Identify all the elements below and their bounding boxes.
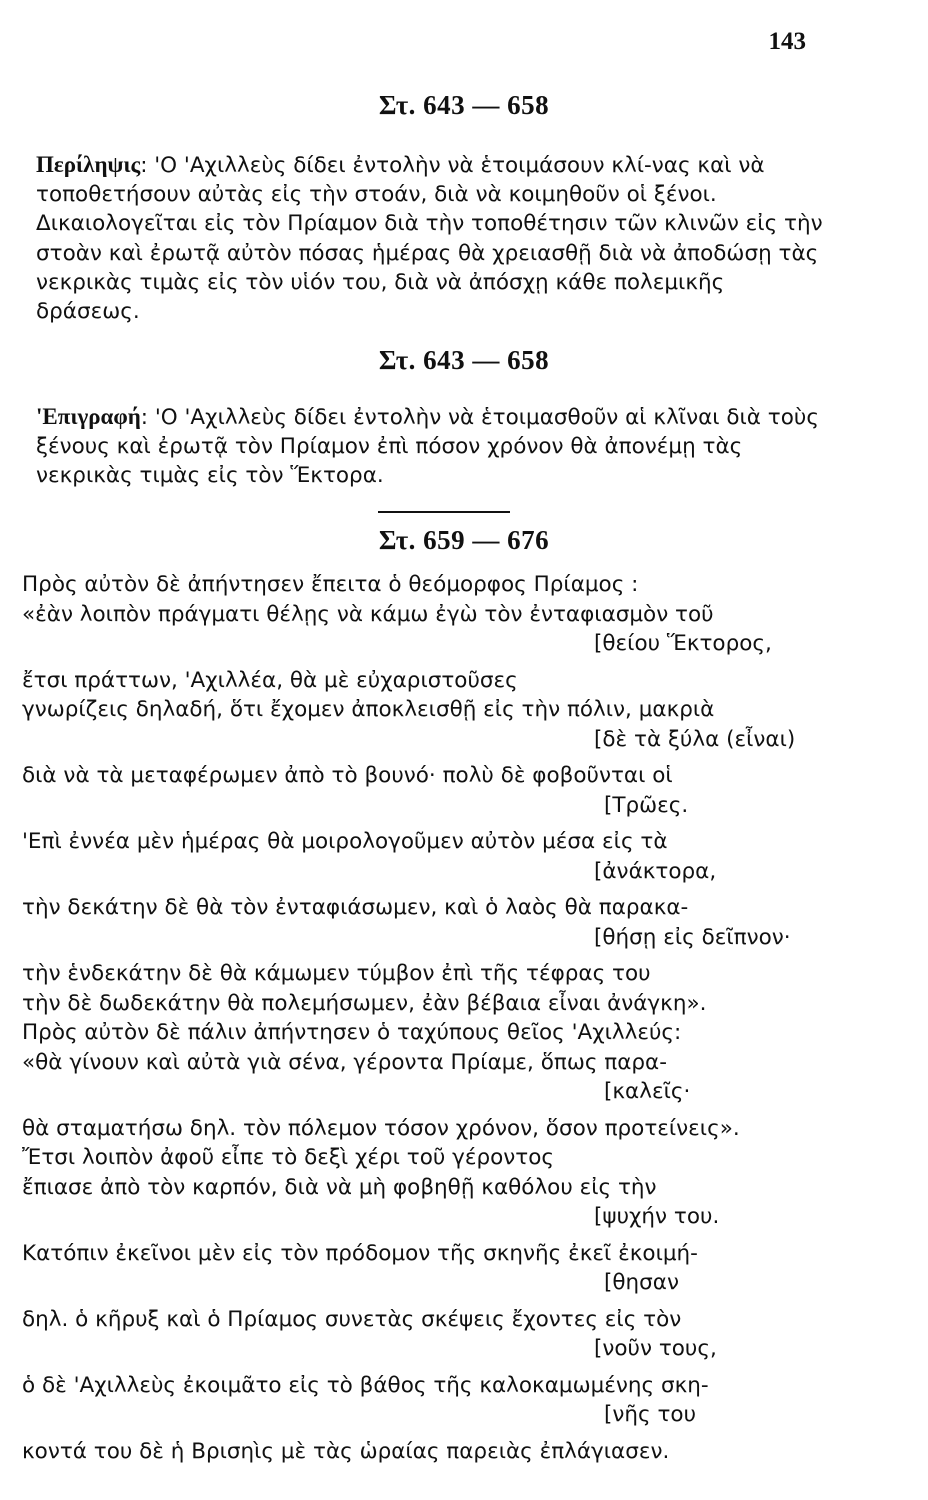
- verse-continuation: [θήσῃ εἰς δεῖπνον·: [594, 924, 791, 950]
- verse-line: «ἐὰν λοιπὸν πράγματι θέλῃς νὰ κάμω ἐγὼ τὸν ἐνταφιασμὸν τοῦ: [22, 601, 714, 627]
- translation-verses: [22, 570, 830, 1466]
- verse-line: Ἔτσι λοιπὸν ἀφοῦ εἶπε τὸ δεξὶ χέρι τοῦ γέροντος: [22, 1145, 555, 1170]
- verse-line: διὰ νὰ τὰ μεταφέρωμεν ἀπὸ τὸ βουνό· πολὺ δὲ φοβοῦνται οἱ: [22, 763, 673, 788]
- verse-continuation: [νοῦν τους,: [594, 1336, 717, 1361]
- summary-paragraph: [36, 150, 826, 326]
- epigraph-label: 'Επιγραφή: [36, 404, 141, 429]
- verse-continuation: [νῆς του: [604, 1402, 697, 1427]
- verse-line: ἔτσι πράττων, 'Αχιλλέα, θὰ μὲ εὐχαριστοῦσες: [22, 667, 518, 693]
- summary-text: : 'Ο 'Αχιλλεὺς δίδει ἐντολὴν νὰ ἑτοιμάσουν κλί-νας καὶ νὰ τοποθετήσουν αὐτὰς εἰς τὴν στοάν, διὰ νὰ κοιμηθοῦν οἱ ξένοι. Δικαιολογεῖται εἰς τὸν Πρίαμον διὰ τὴν τοποθέτησιν τῶν κλινῶν εἰς τὴν στοὰν καὶ ἐρωτᾷ αὐτὸν πόσας ἡμέρας θὰ χρειασθῇ διὰ νὰ ἀποδώσῃ τὰς νεκρικὰς τιμὰς εἰς τὸν υἱόν του, διὰ νὰ ἀπόσχῃ κάθε πολεμικῆς δράσεως.: [36, 153, 823, 325]
- verse-continuation: [ψυχήν του.: [594, 1204, 720, 1229]
- verse-line: «θὰ γίνουν καὶ αὐτὰ γιὰ σένα, γέροντα Πρίαμε, ὅπως παρα-: [22, 1049, 667, 1075]
- section-heading-translation: Στ. 659 — 676: [378, 525, 550, 555]
- verse-line: γνωρίζεις δηλαδή, ὅτι ἔχομεν ἀποκλεισθῇ εἰς τὴν πόλιν, μακριὰ: [22, 697, 715, 722]
- verse-continuation: [Τρῶες.: [604, 792, 689, 818]
- section-heading-epigraph: Στ. 643 — 658: [378, 345, 550, 375]
- section-heading-summary: Στ. 643 — 658: [378, 90, 550, 120]
- verse-continuation: [θείου Ἕκτορος,: [594, 631, 772, 656]
- page-number: 143: [768, 28, 806, 55]
- verse-line: Κατόπιν ἐκεῖνοι μὲν εἰς τὸν πρόδομον τῆς σκηνῆς ἐκεῖ ἐκοιμή-: [22, 1240, 698, 1266]
- verse-continuation: [δὲ τὰ ξύλα (εἶναι): [594, 726, 796, 752]
- section-divider: [378, 511, 510, 513]
- verse-line: τὴν δὲ δωδεκάτην θὰ πολεμήσωμεν, ἐὰν βέβαια εἶναι ἀνάγκη».: [22, 990, 707, 1016]
- verse-continuation: [ἀνάκτορα,: [594, 858, 717, 884]
- verse-line: τὴν ἑνδεκάτην δὲ θὰ κάμωμεν τύμβον ἐπὶ τῆς τέφρας του: [22, 961, 651, 986]
- verse-line: Πρὸς αὐτὸν δὲ ἀπήντησεν ἔπειτα ὁ θεόμορφος Πρίαμος :: [22, 572, 639, 597]
- verse-line: 'Επὶ ἐννέα μὲν ἡμέρας θὰ μοιρολογοῦμεν αὐτὸν μέσα εἰς τὰ: [22, 829, 668, 854]
- verse-line: ὁ δὲ 'Αχιλλεὺς ἐκοιμᾶτο εἰς τὸ βάθος τῆς καλοκαμωμένης σκη-: [22, 1372, 709, 1398]
- verse-line: θὰ σταματήσω δηλ. τὸν πόλεμον τόσον χρόνον, ὅσον προτείνεις».: [22, 1115, 740, 1141]
- summary-label: Περίληψις: [36, 152, 141, 177]
- epigraph-paragraph: [36, 402, 826, 491]
- verse-line: ἔπιασε ἀπὸ τὸν καρπόν, διὰ νὰ μὴ φοβηθῇ καθόλου εἰς τὴν: [22, 1174, 657, 1200]
- verse-continuation: [θησαν: [604, 1270, 679, 1295]
- verse-line: Πρὸς αὐτὸν δὲ πάλιν ἀπήντησεν ὁ ταχύπους θεῖος 'Αχιλλεύς:: [22, 1020, 682, 1045]
- verse-continuation: [καλεῖς·: [604, 1079, 691, 1104]
- epigraph-text: : 'Ο 'Αχιλλεὺς δίδει ἐντολὴν νὰ ἑτοιμασθοῦν αἱ κλῖναι διὰ τοὺς ξένους καὶ ἐρωτᾷ τὸν Πρίαμον ἐπὶ πόσον χρόνον θὰ ἀπονέμῃ τὰς νεκρικὰς τιμὰς εἰς τὸν Ἕκτορα.: [36, 405, 819, 489]
- verse-line: δηλ. ὁ κῆρυξ καὶ ὁ Πρίαμος συνετὰς σκέψεις ἔχοντες εἰς τὸν: [22, 1306, 682, 1332]
- verse-line: κοντά του δὲ ἡ Βρισηὶς μὲ τὰς ὡραίας παρειὰς ἐπλάγιασεν.: [22, 1438, 670, 1464]
- verse-line: τὴν δεκάτην δὲ θὰ τὸν ἐνταφιάσωμεν, καὶ ὁ λαὸς θὰ παρακα-: [22, 895, 689, 920]
